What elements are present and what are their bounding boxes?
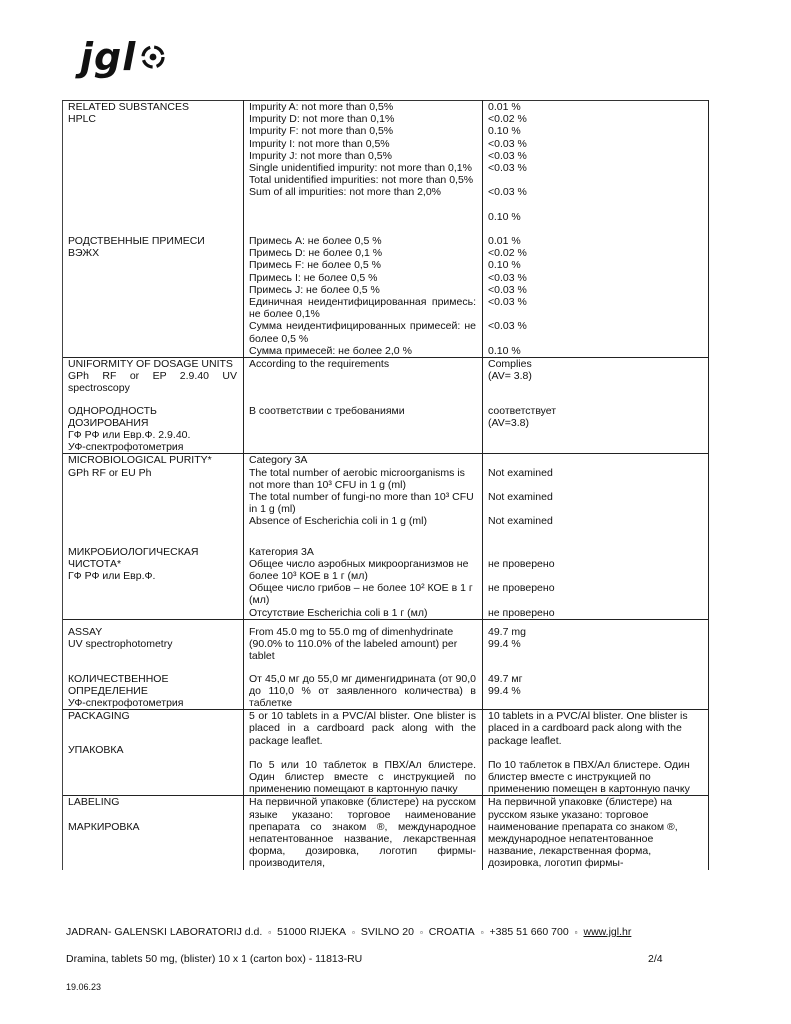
separator-icon: ▫ — [351, 927, 355, 937]
specification-cell — [244, 223, 483, 358]
spec-line: Category 3A — [249, 454, 308, 467]
spec-line: Примесь J: не более 0,5 % — [249, 283, 380, 296]
test-method: УФ-спектрофотометрия — [68, 696, 184, 709]
result-value: 10 tablets in a PVC/Al blister. One blister is placed in a cardboard pack along with the package leaflet. — [488, 710, 688, 747]
spec-line: По 5 или 10 таблеток в ПВХ/Ал блистере. Один блистер вместе с инструкцией по применению помещают в картонную пачку — [249, 758, 476, 796]
spec-row-labeling — [63, 796, 709, 870]
spec-line: Impurity A: not more than 0,5% — [249, 101, 394, 113]
result-value: <0.03 % — [488, 137, 527, 150]
spec-row-assay-ru — [63, 663, 709, 710]
test-method: ГФ РФ или Евр.Ф. — [68, 570, 156, 583]
test-name-cell — [63, 395, 244, 454]
spec-line: Total unidentified impurities: not more than 0,5% — [249, 174, 474, 187]
spec-line: 5 or 10 tablets in a PVC/Al blister. One blister is placed in a cardboard pack along with the package leaflet. — [249, 710, 476, 747]
test-name-cell — [63, 358, 244, 395]
separator-icon: ▫ — [574, 927, 578, 937]
result-value: <0.03 % — [488, 271, 527, 284]
test-name-ru: УПАКОВКА — [68, 744, 124, 757]
specification-cell — [244, 796, 483, 870]
specification-cell — [244, 710, 483, 796]
test-name: UNIFORMITY OF DOSAGE UNITS — [68, 358, 233, 371]
spec-line: Sum of all impurities: not more than 2,0% — [249, 186, 442, 199]
spec-line: Примесь D: не более 0,1 % — [249, 247, 383, 260]
test-method: GPh RF or EU Ph — [68, 466, 152, 479]
spec-row-microbiological-ru — [63, 528, 709, 620]
result-value: Complies — [488, 358, 532, 371]
result-value: 0.01 % — [488, 101, 521, 113]
result-value: 0.10 % — [488, 125, 521, 138]
logo-text: jgl — [80, 35, 137, 79]
spec-line: Impurity F: not more than 0,5% — [249, 125, 394, 138]
test-name-cell — [63, 710, 244, 796]
result-cell — [483, 395, 709, 454]
test-method: ГФ РФ или Евр.Ф. 2.9.40. — [68, 429, 191, 442]
test-name: РОДСТВЕННЫЕ ПРИМЕСИ — [68, 235, 205, 247]
result-value: 0.10 % — [488, 344, 521, 357]
page-number: 2/4 — [648, 953, 663, 965]
test-name-cell — [63, 528, 244, 620]
result-cell — [483, 663, 709, 710]
separator-icon: ▫ — [480, 927, 484, 937]
spec-row-uniformity-ru — [63, 395, 709, 454]
result-value: не проверено — [488, 606, 555, 619]
test-method: HPLC — [68, 113, 97, 126]
specification-cell — [244, 101, 483, 224]
result-value: (AV= 3.8) — [488, 370, 532, 383]
test-name: МИКРОБИОЛОГИЧЕСКАЯ ЧИСТОТА* — [68, 545, 199, 570]
result-cell — [483, 454, 709, 528]
spec-row-uniformity — [63, 358, 709, 395]
logo-swirl-icon — [140, 44, 166, 70]
footer-company: JADRAN- GALENSKI LABORATORIJ d.d. — [66, 926, 263, 938]
result-value: 0.10 % — [488, 259, 521, 272]
result-value: Not examined — [488, 515, 553, 528]
test-method: УФ-спектрофотометрия — [68, 441, 184, 454]
test-name-cell — [63, 663, 244, 710]
result-value: <0.03 % — [488, 296, 527, 309]
test-name-cell — [63, 101, 244, 224]
result-value: 99.4 % — [488, 684, 521, 697]
test-name: MICROBIOLOGICAL PURITY* — [68, 454, 212, 467]
spec-line: Single unidentified impurity: not more than 0,1% — [249, 162, 472, 175]
result-cell — [483, 223, 709, 358]
test-name-cell — [63, 796, 244, 870]
result-value: На первичной упаковке (блистере) на русском языке указано: торговое наименование препарата со знаком ®, международное непатентованное название, лекарственная форма, дозировка, логотип фирмы- — [488, 796, 678, 870]
separator-icon: ▫ — [268, 927, 272, 937]
specification-cell — [244, 619, 483, 662]
footer-country: CROATIA — [428, 926, 475, 938]
test-name: RELATED SUBSTANCES — [68, 101, 189, 113]
spec-line: Absence of Escherichia coli in 1 g (ml) — [249, 515, 427, 528]
spec-line: The total number of aerobic microorganisms is not more than 10³ CFU in 1 g (ml) — [249, 466, 465, 491]
result-value: <0.03 % — [488, 320, 527, 333]
spec-line: The total number of fungi-no more than 10³ CFU in 1 g (ml) — [249, 491, 474, 516]
spec-line: На первичной упаковке (блистере) на русском языке указано: торговое наименование препарата со знаком ®, международное непатентованное название, лекарственная форма, дозировка, логотип фирмы-производителя, — [249, 796, 476, 870]
spec-line: Impurity I: not more than 0,5% — [249, 137, 390, 150]
result-value: Not examined — [488, 491, 553, 504]
specification-cell — [244, 454, 483, 528]
spec-line: Отсутствие Escherichia coli в 1 г (мл) — [249, 606, 428, 619]
result-value: Not examined — [488, 466, 553, 479]
spec-line: Примесь I: не более 0,5 % — [249, 271, 378, 284]
spec-row-related-substances — [63, 101, 709, 224]
result-cell — [483, 796, 709, 870]
result-value: (AV=3.8) — [488, 416, 529, 429]
specification-cell — [244, 528, 483, 620]
specification-cell — [244, 358, 483, 395]
spec-line: Единичная неидентифицированная примесь: не более 0,1% — [249, 296, 476, 321]
spec-row-packaging — [63, 710, 709, 796]
company-logo — [80, 26, 166, 79]
document-date: 19.06.23 — [66, 982, 102, 992]
result-value: не проверено — [488, 557, 555, 570]
result-value: <0.02 % — [488, 247, 527, 260]
footer-street: SVILNO 20 — [360, 926, 414, 938]
test-name-cell — [63, 619, 244, 662]
spec-line: Impurity D: not more than 0,1% — [249, 113, 395, 126]
result-value: <0.03 % — [488, 186, 527, 199]
test-method: GPh RF or EP 2.9.40 UV spectroscopy — [68, 370, 237, 395]
result-value: По 10 таблеток в ПВХ/Ал блистере. Один блистер вместе с инструкцией по применению помещен в картонную пачку — [488, 758, 690, 796]
test-method: ВЭЖХ — [68, 247, 100, 260]
result-value: <0.03 % — [488, 149, 527, 162]
spec-row-assay — [63, 619, 709, 662]
specification-cell — [244, 395, 483, 454]
result-value: не проверено — [488, 582, 555, 595]
test-name-cell — [63, 223, 244, 358]
result-cell — [483, 101, 709, 224]
specification-table — [62, 100, 709, 870]
spec-line: От 45,0 мг до 55,0 мг дименгидрината (от 90,0 до 110,0 % от заявленного количества) в таблетке — [249, 672, 476, 709]
result-value: <0.03 % — [488, 162, 527, 175]
test-name-cell — [63, 454, 244, 528]
test-name: КОЛИЧЕСТВЕННОЕ ОПРЕДЕЛЕНИЕ — [68, 672, 169, 697]
result-value: соответствует — [488, 404, 557, 417]
result-value: 49.7 mg — [488, 625, 526, 638]
separator-icon: ▫ — [419, 927, 423, 937]
spec-row-related-substances-ru — [63, 223, 709, 358]
spec-line: Категория 3А — [249, 545, 314, 558]
result-value: 0.01 % — [488, 235, 521, 247]
test-name: PACKAGING — [68, 710, 130, 723]
result-cell — [483, 358, 709, 395]
spec-line: According to the requirements — [249, 358, 390, 371]
spec-line: В соответствии с требованиями — [249, 404, 405, 417]
spec-line: Сумма примесей: не более 2,0 % — [249, 344, 412, 357]
spec-line: Примесь F: не более 0,5 % — [249, 259, 381, 272]
footer-company-line — [66, 926, 708, 938]
spec-line: Impurity J: not more than 0,5% — [249, 149, 392, 162]
result-cell — [483, 528, 709, 620]
spec-line: Примесь A: не более 0,5 % — [249, 235, 382, 247]
footer-website-link[interactable]: www.jgl.hr — [583, 926, 632, 938]
result-value: 0.10 % — [488, 210, 521, 223]
footer-address: 51000 RIJEKA — [277, 926, 346, 938]
spec-row-microbiological — [63, 454, 709, 528]
spec-line: From 45.0 mg to 55.0 mg of dimenhydrinate (90.0% to 110.0% of the labeled amount) per tablet — [249, 625, 458, 663]
spec-line: Общее число аэробных микроорганизмов не более 10³ КОЕ в 1 г (мл) — [249, 557, 469, 583]
result-value: 99.4 % — [488, 638, 521, 651]
test-name: ОДНОРОДНОСТЬ ДОЗИРОВАНИЯ — [68, 404, 157, 429]
specification-cell — [244, 663, 483, 710]
test-name-ru: МАРКИРОВКА — [68, 820, 140, 833]
footer-phone: +385 51 660 700 — [489, 926, 569, 938]
result-cell — [483, 710, 709, 796]
footer-product: Dramina, tablets 50 mg, (blister) 10 x 1 (carton box) - 11813-RU — [66, 953, 363, 965]
result-cell — [483, 619, 709, 662]
spec-line: Общее число грибов – не более 10² КОЕ в 1 г (мл) — [249, 582, 473, 607]
result-value: <0.03 % — [488, 283, 527, 296]
spec-line: Сумма неидентифицированных примесей: не более 0,5 % — [249, 320, 476, 345]
result-value: 49.7 мг — [488, 672, 523, 685]
test-name: LABELING — [68, 796, 120, 809]
result-value: <0.02 % — [488, 113, 527, 126]
test-method: UV spectrophotometry — [68, 638, 173, 651]
test-name: ASSAY — [68, 625, 103, 638]
